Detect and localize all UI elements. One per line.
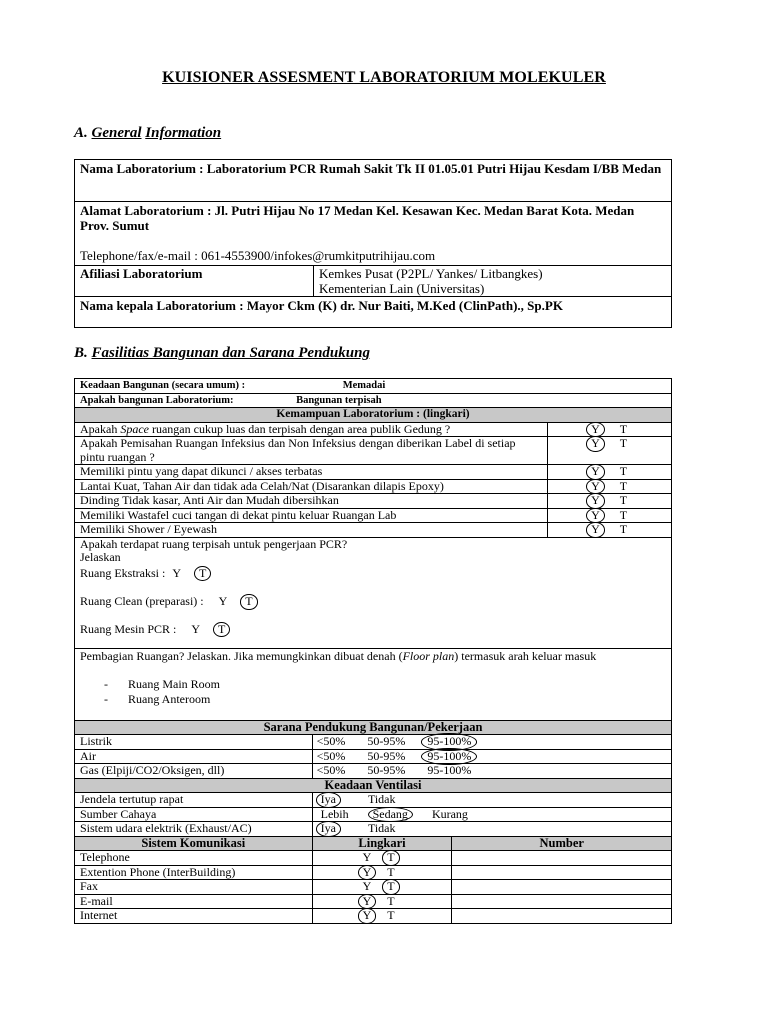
answer-y-circled[interactable]: Y <box>591 507 600 522</box>
extention-number[interactable] <box>452 865 672 880</box>
answer-y-circled[interactable]: Y <box>591 493 600 507</box>
listrik-selected-circled[interactable]: 95-100% <box>427 734 472 748</box>
keadaan-value: Memadai <box>342 380 386 391</box>
lingkari-header: Lingkari <box>312 836 452 851</box>
section-a-letter: A. <box>74 125 88 141</box>
telephone-text: Telephone/fax/e-mail : 061-4553900/infokes@rumkitputrihijau.com <box>80 248 436 263</box>
question-6-answer[interactable] <box>548 508 672 523</box>
komunikasi-label: Internet <box>75 909 313 924</box>
kemampuan-header: Kemampuan Laboratorium : (lingkari) <box>75 408 672 423</box>
answer-y-circled[interactable]: Y <box>591 522 600 536</box>
afiliasi-options <box>314 266 672 297</box>
komunikasi-label: E-mail <box>75 894 313 909</box>
fax-number[interactable] <box>452 880 672 895</box>
ekstraksi-t-circled[interactable]: T <box>199 565 207 580</box>
answer-t[interactable]: T <box>619 421 628 436</box>
komunikasi-header: Sistem Komunikasi <box>75 836 313 851</box>
extention-answer[interactable]: Y T <box>312 865 452 880</box>
facilities-table <box>74 378 672 924</box>
komunikasi-label: Extention Phone (InterBuilding) <box>75 865 313 880</box>
question-6: Memiliki Wastafel cuci tangan di dekat pintu keluar Ruangan Lab <box>75 508 548 523</box>
apakah-bangunan-row <box>75 393 672 408</box>
pemisahan-question: Apakah Pemisahan Ruangan Infeksius dan Non Infeksius dengan diberikan Label di setiap pintu ruangan ? <box>75 437 548 465</box>
sarana-options[interactable]: <50% 50-95% 95-100% <box>312 735 671 750</box>
answer-y-circled[interactable]: Y <box>591 436 600 450</box>
document-title: KUISIONER ASSESMENT LABORATORIUM MOLEKULER <box>162 69 606 86</box>
keadaan-bangunan-row <box>75 379 672 394</box>
question-5-answer[interactable] <box>548 494 672 509</box>
section-b-title: Fasilitias Bangunan dan Sarana Pendukung <box>91 345 370 361</box>
keadaan-label: Keadaan Bangunan (secara umum) : <box>80 380 246 391</box>
apakah-value: Bangunan terpisah <box>296 394 382 406</box>
cahaya-sedang-circled[interactable]: Sedang <box>372 806 408 821</box>
afiliasi-option-2: Kementerian Lain (Universitas) <box>319 281 485 296</box>
number-header: Number <box>452 836 672 851</box>
question-4-answer[interactable] <box>548 479 672 494</box>
air-selected-circled[interactable]: 95-100% <box>427 748 472 763</box>
ventilasi-label: Sumber Cahaya <box>75 807 313 822</box>
extention-y-circled[interactable]: Y <box>362 864 372 879</box>
clean-t-circled[interactable]: T <box>245 594 253 608</box>
question-3-answer[interactable] <box>548 465 672 480</box>
section-a-word-information: Information <box>145 125 222 141</box>
room-item: - Ruang Anteroom <box>80 692 666 707</box>
internet-answer[interactable]: Y T <box>312 909 452 924</box>
room-item: - Ruang Main Room <box>80 677 666 692</box>
pemisahan-answer[interactable] <box>548 437 672 465</box>
komunikasi-label: Fax <box>75 880 313 895</box>
email-y-circled[interactable]: Y <box>362 893 372 908</box>
answer-y-circled[interactable]: Y <box>591 464 600 478</box>
answer-t[interactable]: T <box>619 507 628 522</box>
ventilasi-header: Keadaan Ventilasi <box>75 778 672 793</box>
ruang-clean-row: Ruang Clean (preparasi) : Y T <box>80 594 253 608</box>
general-information-table <box>74 159 672 328</box>
sarana-header: Sarana Pendukung Bangunan/Pekerjaan <box>75 720 672 735</box>
afiliasi-label: Afiliasi Laboratorium <box>75 266 314 297</box>
ventilasi-options[interactable]: Iya Tidak <box>312 793 671 808</box>
answer-t[interactable]: T <box>619 493 628 507</box>
answer-t[interactable]: T <box>619 522 628 536</box>
pembagian-ruangan-cell <box>75 648 672 720</box>
jelaskan-label: Jelaskan <box>80 550 121 564</box>
fax-answer[interactable]: Y T <box>312 880 452 895</box>
question-7: Memiliki Shower / Eyewash <box>75 523 548 538</box>
ruang-mesin-row: Ruang Mesin PCR : Y T <box>80 621 226 636</box>
alamat-text: Alamat Laboratorium : Jl. Putri Hijau No 17 Medan Kel. Kesawan Kec. Medan Barat Kota. Medan Prov. Sumut <box>80 203 635 233</box>
kepala-laboratorium-cell: Nama kepala Laboratorium : Mayor Ckm (K) dr. Nur Baiti, M.Ked (ClinPath)., Sp.PK <box>75 297 672 328</box>
answer-t[interactable]: T <box>619 436 628 450</box>
internet-number[interactable] <box>452 909 672 924</box>
komunikasi-label: Telephone <box>75 851 313 866</box>
sarana-label: Air <box>75 749 313 764</box>
section-b-letter: B. <box>74 345 88 361</box>
answer-y-circled[interactable]: Y <box>591 421 600 436</box>
section-b-heading <box>74 345 370 362</box>
answer-t[interactable]: T <box>619 478 628 493</box>
ventilasi-options[interactable]: Lebih Sedang Kurang <box>312 807 671 822</box>
answer-y-circled[interactable]: Y <box>591 478 600 493</box>
question-5: Dinding Tidak kasar, Anti Air dan Mudah dibersihkan <box>75 494 548 509</box>
ventilasi-label: Jendela tertutup rapat <box>75 793 313 808</box>
space-answer[interactable] <box>548 422 672 437</box>
room-list <box>80 677 666 707</box>
section-a-heading <box>74 125 221 142</box>
afiliasi-option-1: Kemkes Pusat (P2PL/ Yankes/ Litbangkes) <box>319 266 543 281</box>
exhaust-iya-circled[interactable]: Iya <box>320 821 336 835</box>
nama-laboratorium-cell: Nama Laboratorium : Laboratorium PCR Rumah Sakit Tk II 01.05.01 Putri Hijau Kesdam I/BB Medan <box>75 160 672 202</box>
space-question: Apakah Space ruangan cukup luas dan terpisah dengan area publik Gedung ? <box>75 422 548 437</box>
jendela-iya-circled[interactable]: Iya <box>320 792 336 806</box>
pembagian-question: Pembagian Ruangan? Jelaskan. Jika memungkinkan dibuat denah (Floor plan) termasuk arah keluar masuk <box>80 648 597 663</box>
sarana-options[interactable]: <50% 50-95% 95-100% <box>312 749 671 764</box>
email-answer[interactable]: Y T <box>312 894 452 909</box>
sarana-label: Gas (Elpiji/CO2/Oksigen, dll) <box>75 764 313 779</box>
mesin-t-circled[interactable]: T <box>218 621 226 636</box>
ventilasi-options[interactable]: Iya Tidak <box>312 822 671 837</box>
space-italic: Space <box>120 421 149 436</box>
ruang-terpisah-cell <box>75 537 672 648</box>
question-4: Lantai Kuat, Tahan Air dan tidak ada Celah/Nat (Disarankan dilapis Epoxy) <box>75 479 548 494</box>
question-3: Memiliki pintu yang dapat dikunci / akses terbatas <box>75 465 548 480</box>
ruang-question: Apakah terdapat ruang terpisah untuk pengerjaan PCR? <box>80 536 348 551</box>
sarana-label: Listrik <box>75 735 313 750</box>
email-number[interactable] <box>452 894 672 909</box>
alamat-cell <box>75 202 672 266</box>
telephone-answer[interactable]: Y T <box>312 851 452 866</box>
question-7-answer[interactable] <box>548 523 672 538</box>
answer-t[interactable]: T <box>619 464 628 478</box>
ventilasi-label: Sistem udara elektrik (Exhaust/AC) <box>75 822 313 837</box>
fax-t-circled[interactable]: T <box>387 879 395 893</box>
section-a-word-general: General <box>91 125 142 141</box>
ruang-ekstraksi-row: Ruang Ekstraksi : Y T <box>80 565 207 580</box>
telephone-number[interactable] <box>452 851 672 866</box>
telephone-t-circled[interactable]: T <box>387 850 395 864</box>
apakah-label: Apakah bangunan Laboratorium: <box>80 394 234 406</box>
internet-y-circled[interactable]: Y <box>362 908 372 922</box>
sarana-options[interactable]: <50% 50-95% 95-100% <box>312 764 671 779</box>
